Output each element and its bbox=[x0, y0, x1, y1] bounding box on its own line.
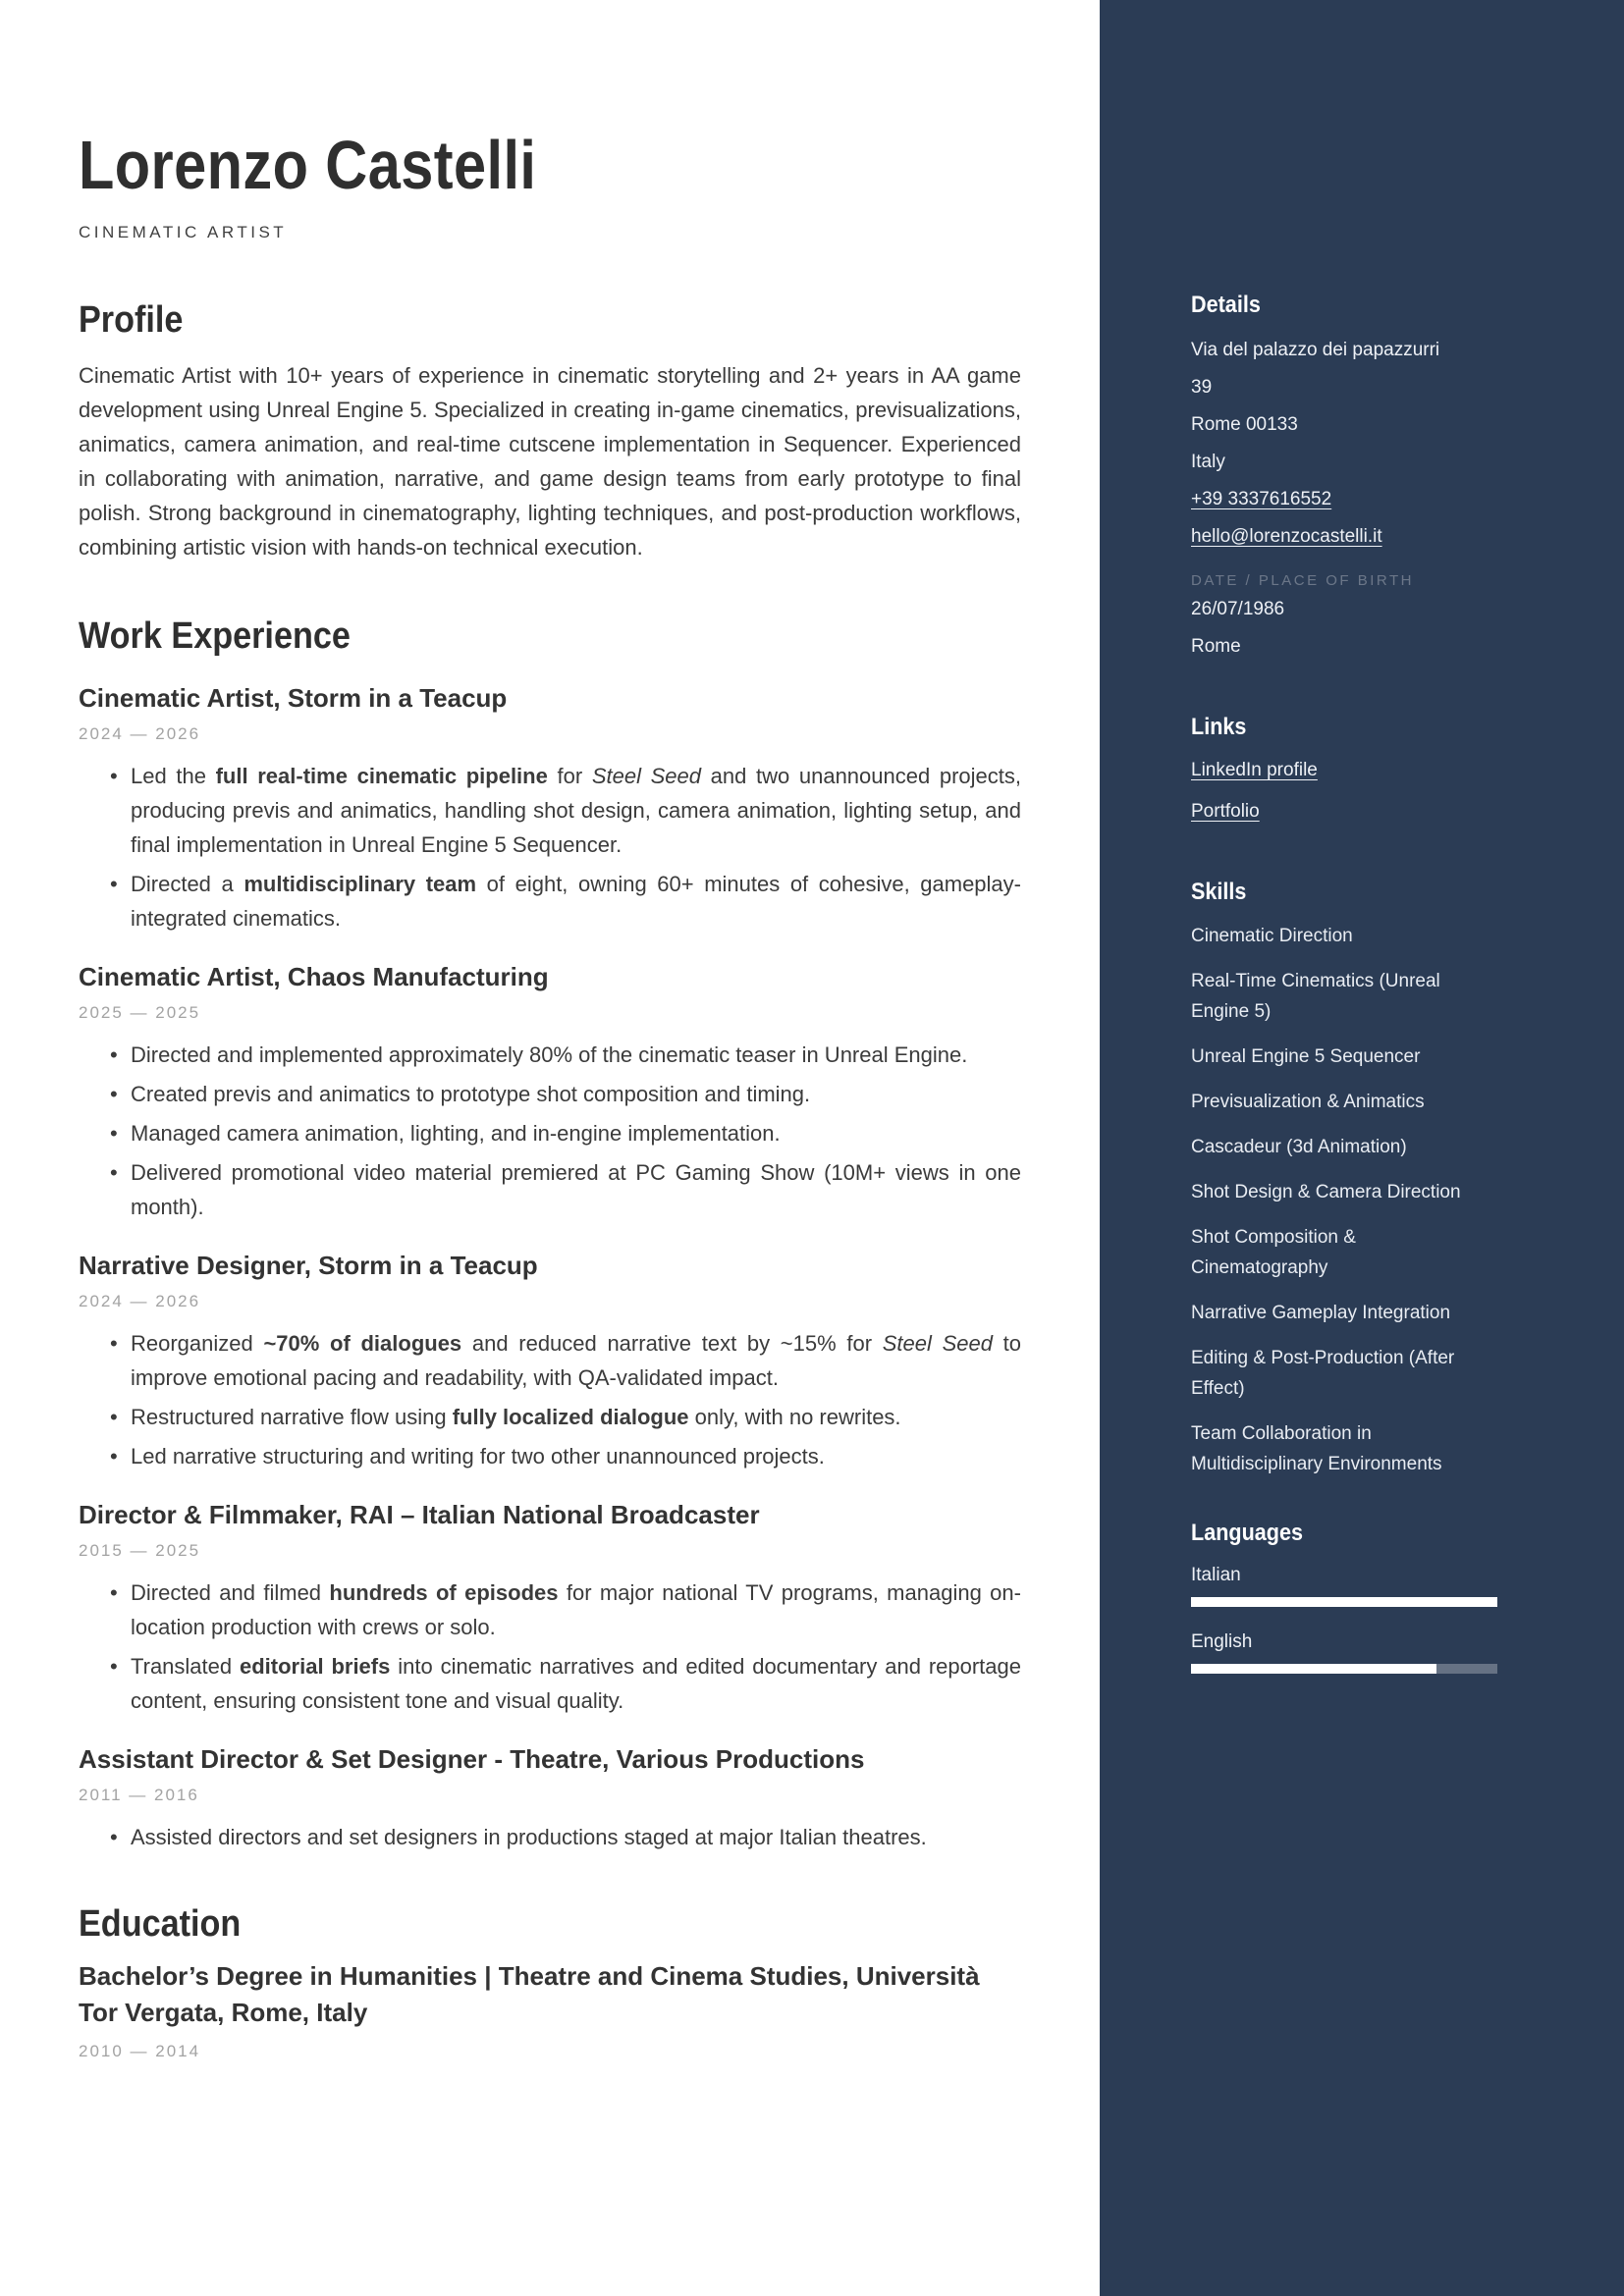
bullet-bold-text: hundreds of episodes bbox=[329, 1580, 559, 1605]
job-dates: 2015 — 2025 bbox=[79, 1541, 201, 1560]
job-entry bbox=[79, 1250, 1021, 1473]
bullet-bold-text: ~70% of dialogues bbox=[263, 1331, 462, 1356]
job-entry bbox=[79, 682, 1021, 935]
skill-item: Team Collaboration in Multidisciplinary Environments bbox=[1191, 1423, 1442, 1474]
job-bullet bbox=[79, 1439, 1021, 1473]
person-name: Lorenzo Castelli bbox=[79, 127, 537, 203]
bullet-text: Directed and implemented approximately 80% of the cinematic teaser in Unreal Engine. bbox=[131, 1042, 968, 1067]
education-dates: 2010 — 2014 bbox=[79, 2042, 201, 2060]
job-bullet bbox=[79, 1116, 1021, 1150]
bullet-italic-text: Steel Seed bbox=[591, 764, 701, 788]
skill-item: Unreal Engine 5 Sequencer bbox=[1191, 1046, 1421, 1067]
links-heading: Links bbox=[1191, 714, 1247, 740]
language-level-fill bbox=[1191, 1664, 1436, 1674]
job-dates: 2024 — 2026 bbox=[79, 1292, 201, 1310]
language-level-bar bbox=[1191, 1664, 1497, 1674]
language-level-fill bbox=[1191, 1597, 1497, 1607]
job-bullets bbox=[79, 1038, 1021, 1224]
bullet-text: Created previs and animatics to prototype shot composition and timing. bbox=[131, 1082, 811, 1106]
bullet-text: and two unannounced projects, producing previs and animatics, handling shot design, camera animation, lighting setup, and final implementation in Unreal Engine 5 Sequencer. bbox=[131, 764, 1022, 857]
jobs-list bbox=[79, 682, 1021, 1854]
job-bullet bbox=[79, 1400, 1021, 1434]
skill-item: Narrative Gameplay Integration bbox=[1191, 1303, 1451, 1323]
languages-list bbox=[1191, 1564, 1497, 1674]
bullet-text: Reorganized bbox=[131, 1331, 264, 1356]
job-bullet bbox=[79, 1820, 1021, 1854]
job-bullet bbox=[79, 1575, 1021, 1644]
details-lines bbox=[1191, 332, 1497, 556]
details-line: Italy bbox=[1191, 452, 1225, 472]
bullet-text: to improve emotional pacing and readability, with QA-validated impact. bbox=[131, 1331, 1022, 1390]
bullet-text: Translated bbox=[131, 1654, 240, 1679]
job-dates: 2024 — 2026 bbox=[79, 724, 201, 743]
details-line bbox=[1191, 518, 1497, 556]
job-bullet bbox=[79, 1077, 1021, 1111]
profile-text: Cinematic Artist with 10+ years of experience in cinematic storytelling and 2+ years in AA game development using Unreal Engine 5. Specialized in creating in-game cinematics, previsualizations, animatics, camera animation, and real-time cutscene implementation in Sequencer. Experienced in collaborating with animation, narrative, and game design teams from early prototype to final polish. Strong background in cinematography, lighting techniques, and post-production workflows, combining artistic vision with hands-on technical execution. bbox=[79, 363, 1021, 560]
bullet-text: Assisted directors and set designers in productions staged at major Italian theatres. bbox=[131, 1825, 927, 1849]
job-title: Director & Filmmaker, RAI – Italian National Broadcaster bbox=[79, 1500, 760, 1529]
skill-item: Real-Time Cinematics (Unreal Engine 5) bbox=[1191, 971, 1440, 1022]
bullet-text: Delivered promotional video material premiered at PC Gaming Show (10M+ views in one month). bbox=[131, 1160, 1021, 1219]
bullet-italic-text: Steel Seed bbox=[882, 1331, 993, 1356]
bullet-text: only, with no rewrites. bbox=[688, 1405, 901, 1429]
bullet-text: Directed and filmed bbox=[131, 1580, 330, 1605]
portfolio-link[interactable]: Portfolio bbox=[1191, 801, 1260, 822]
linkedin-link[interactable]: LinkedIn profile bbox=[1191, 760, 1318, 780]
phone-link[interactable]: +39 3337616552 bbox=[1191, 489, 1332, 509]
job-entry bbox=[79, 961, 1021, 1224]
skills-list bbox=[1191, 921, 1497, 1479]
profile-heading: Profile bbox=[79, 299, 184, 341]
skill-item: Shot Design & Camera Direction bbox=[1191, 1182, 1461, 1202]
bullet-bold-text: editorial briefs bbox=[240, 1654, 391, 1679]
job-bullet bbox=[79, 759, 1021, 862]
job-bullet bbox=[79, 867, 1021, 935]
job-title: Cinematic Artist, Chaos Manufacturing bbox=[79, 962, 549, 991]
skill-item: Previsualization & Animatics bbox=[1191, 1092, 1425, 1112]
language-item bbox=[1191, 1630, 1497, 1674]
job-entry bbox=[79, 1743, 1021, 1854]
birth-date: 26/07/1986 bbox=[1191, 599, 1285, 619]
education-title: Bachelor’s Degree in Humanities | Theatre and Cinema Studies, Università Tor Vergata, Rome, Italy bbox=[79, 1961, 980, 2027]
details-heading: Details bbox=[1191, 292, 1261, 318]
main-column bbox=[79, 0, 1021, 2062]
job-bullet bbox=[79, 1649, 1021, 1718]
job-entry bbox=[79, 1499, 1021, 1718]
bullet-text: into cinematic narratives and edited documentary and reportage content, ensuring consistent tone and visual quality. bbox=[131, 1654, 1021, 1713]
email-link[interactable]: hello@lorenzocastelli.it bbox=[1191, 526, 1382, 547]
job-bullets bbox=[79, 759, 1021, 935]
job-bullets bbox=[79, 1575, 1021, 1718]
skill-item: Shot Composition & Cinematography bbox=[1191, 1227, 1356, 1278]
job-bullet bbox=[79, 1326, 1021, 1395]
work-experience-heading: Work Experience bbox=[79, 615, 351, 657]
skill-item: Cinematic Direction bbox=[1191, 926, 1353, 946]
skills-heading: Skills bbox=[1191, 879, 1247, 905]
details-line: 39 bbox=[1191, 377, 1213, 398]
sidebar bbox=[1100, 0, 1624, 2296]
language-name: English bbox=[1191, 1631, 1253, 1652]
bullet-bold-text: multidisciplinary team bbox=[244, 872, 477, 896]
bullet-text: Led the bbox=[131, 764, 216, 788]
details-line: Via del palazzo dei papazzurri bbox=[1191, 340, 1440, 360]
details-line: Rome 00133 bbox=[1191, 414, 1298, 435]
bullet-text: of eight, owning 60+ minutes of cohesive, gameplay-integrated cinematics. bbox=[131, 872, 1021, 931]
bullet-text: for bbox=[547, 764, 592, 788]
person-job-title: CINEMATIC ARTIST bbox=[79, 223, 288, 241]
job-bullets bbox=[79, 1820, 1021, 1854]
bullet-text: Led narrative structuring and writing for two other unannounced projects. bbox=[131, 1444, 825, 1468]
language-item bbox=[1191, 1564, 1497, 1607]
languages-heading: Languages bbox=[1191, 1520, 1304, 1546]
bullet-text: Managed camera animation, lighting, and in-engine implementation. bbox=[131, 1121, 781, 1146]
skill-item: Editing & Post-Production (After Effect) bbox=[1191, 1348, 1455, 1399]
job-bullets bbox=[79, 1326, 1021, 1473]
bullet-text: Restructured narrative flow using bbox=[131, 1405, 453, 1429]
education-list bbox=[79, 1958, 1021, 2062]
language-level-bar bbox=[1191, 1597, 1497, 1607]
language-name: Italian bbox=[1191, 1565, 1241, 1585]
job-title: Narrative Designer, Storm in a Teacup bbox=[79, 1251, 538, 1280]
skill-item: Cascadeur (3d Animation) bbox=[1191, 1137, 1407, 1157]
bullet-bold-text: fully localized dialogue bbox=[452, 1405, 689, 1429]
birth-place: Rome bbox=[1191, 636, 1241, 657]
birth-label: DATE / PLACE OF BIRTH bbox=[1191, 572, 1414, 589]
education-entry bbox=[79, 1958, 1021, 2062]
bullet-bold-text: full real-time cinematic pipeline bbox=[215, 764, 548, 788]
education-heading: Education bbox=[79, 1903, 242, 1945]
job-title: Cinematic Artist, Storm in a Teacup bbox=[79, 683, 508, 713]
job-dates: 2011 — 2016 bbox=[79, 1786, 199, 1804]
links-list bbox=[1191, 750, 1497, 832]
job-dates: 2025 — 2025 bbox=[79, 1003, 201, 1022]
bullet-text: for major national TV programs, managing on-location production with crews or solo. bbox=[131, 1580, 1021, 1639]
bullet-text: and reduced narrative text by ~15% for bbox=[461, 1331, 883, 1356]
job-title: Assistant Director & Set Designer - Theatre, Various Productions bbox=[79, 1744, 865, 1774]
bullet-text: Directed a bbox=[131, 872, 244, 896]
job-bullet bbox=[79, 1155, 1021, 1224]
details-line bbox=[1191, 481, 1497, 518]
job-bullet bbox=[79, 1038, 1021, 1072]
